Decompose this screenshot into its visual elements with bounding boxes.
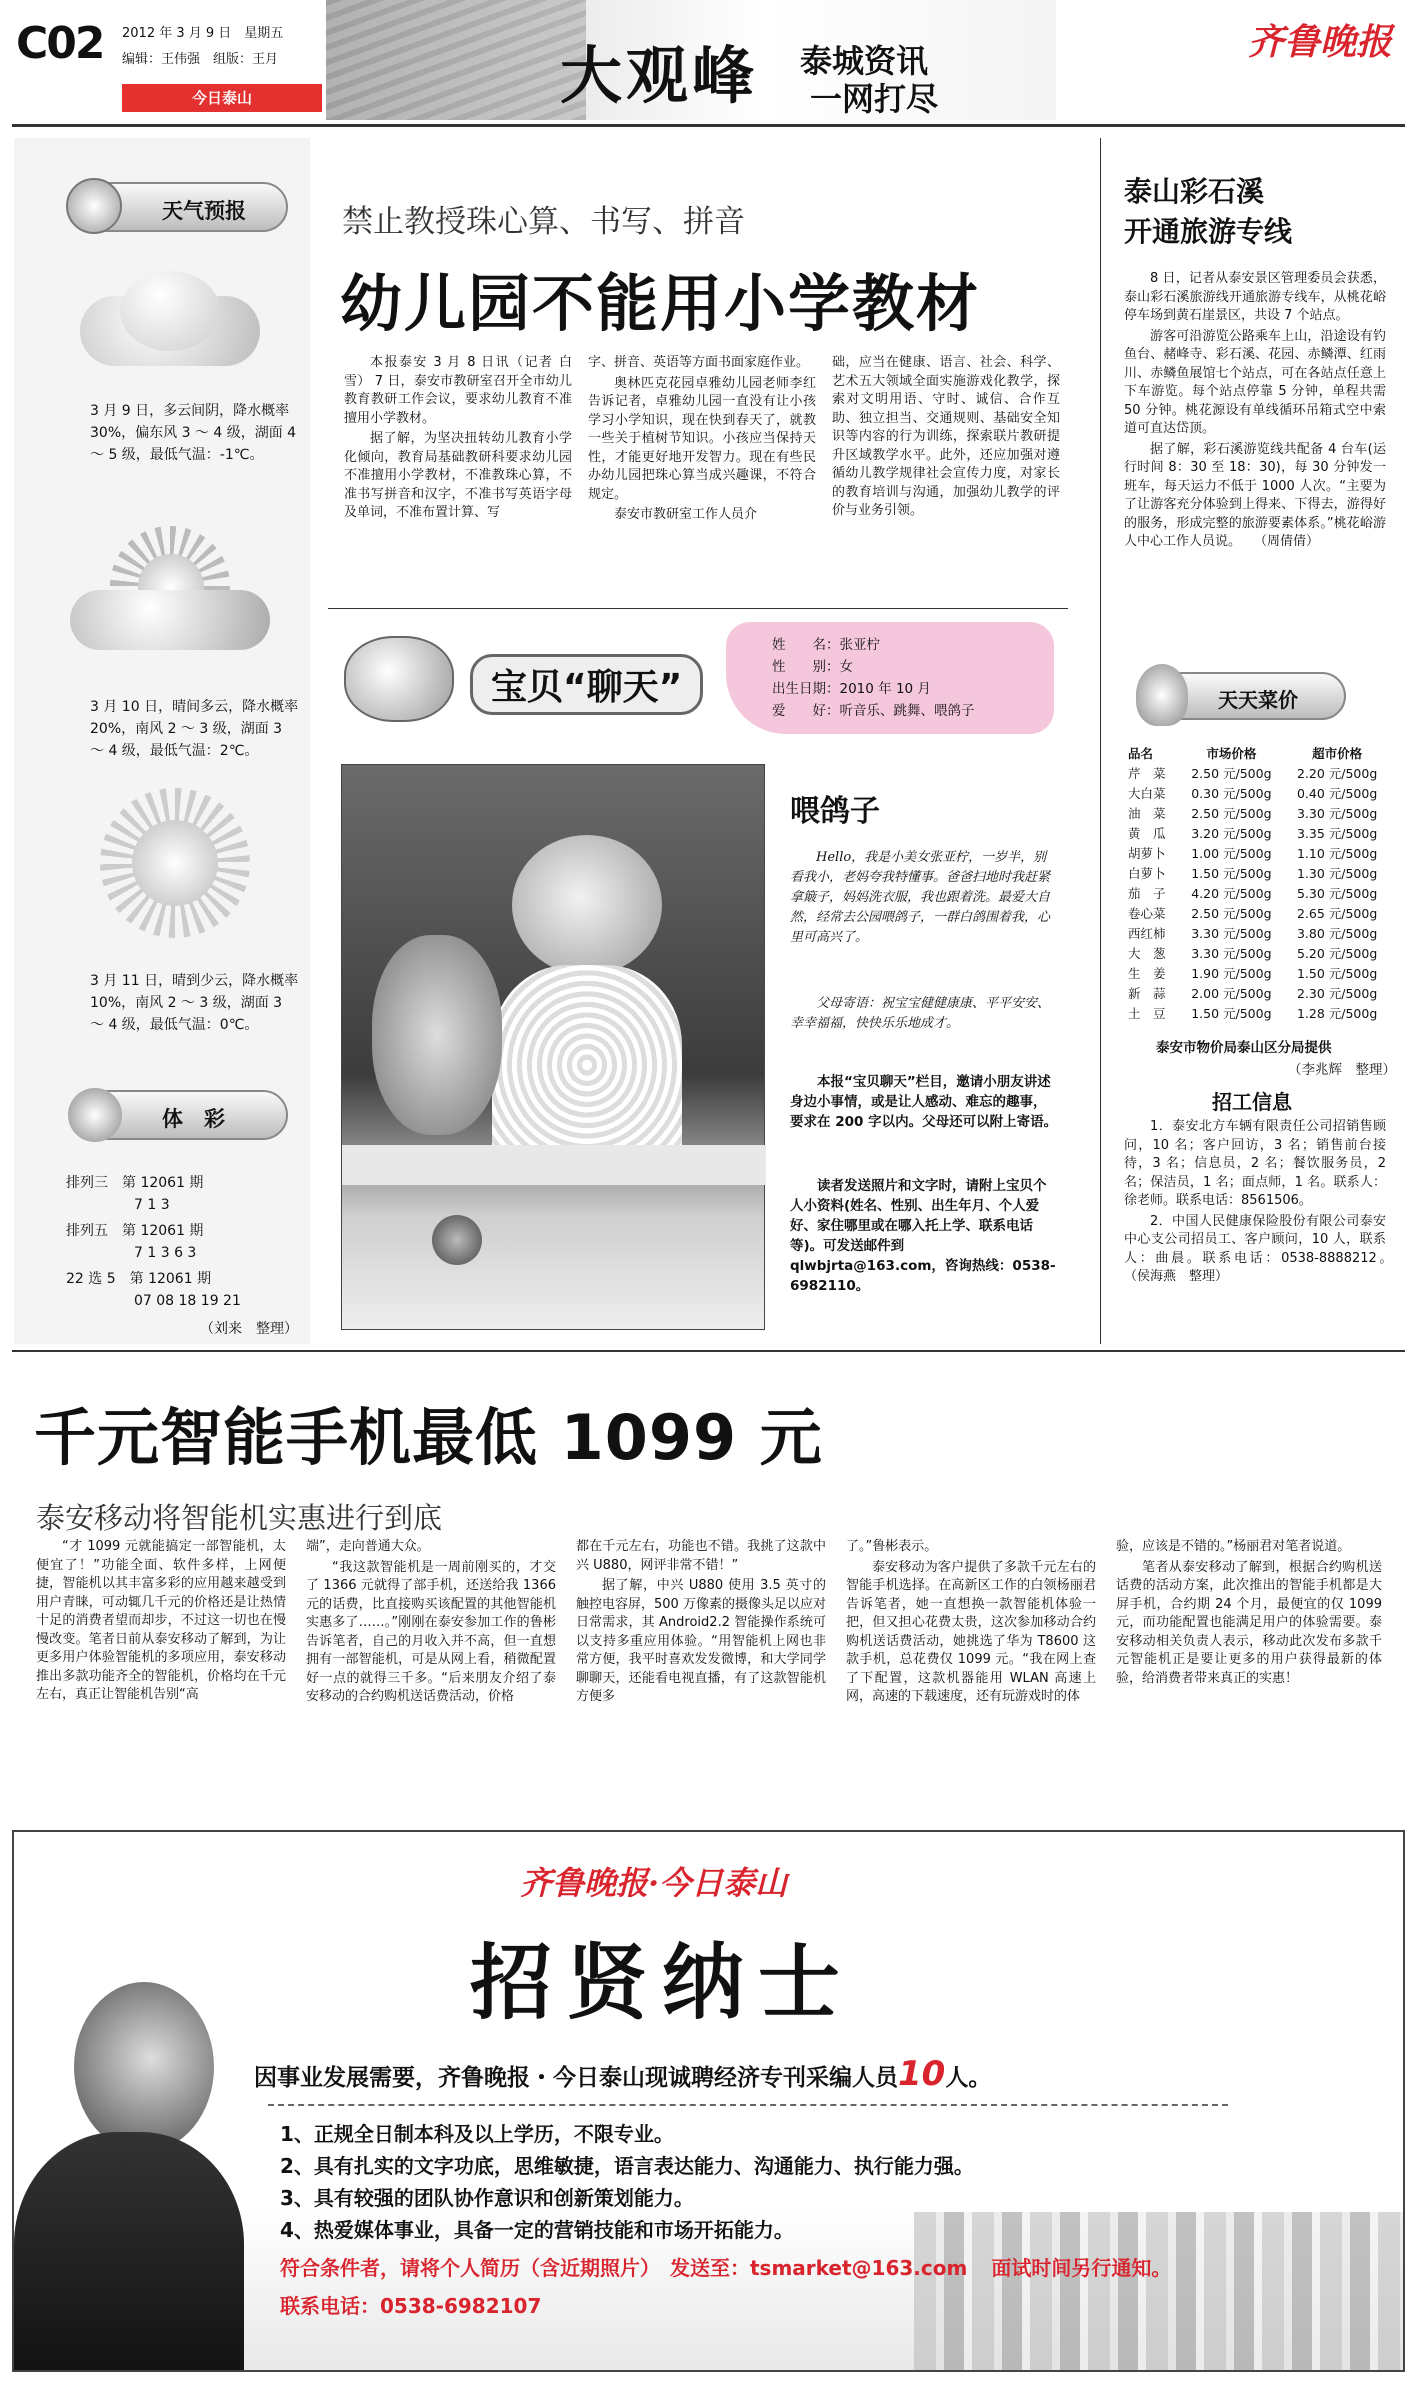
lead-paragraph: 本报泰安 3 月 8 日讯（记者 白雪） 7 日，泰安市教研室召开全市幼儿教育教研工作会议，要求幼儿教育不准擅用小学教材。 (344, 355, 572, 426)
lottery-pl3: 排列三 第 12061 期 (66, 1175, 204, 1191)
lead-paragraph: 奥林匹克花园卓雅幼儿园老师李红告诉记者，卓雅幼儿园一直没有让小孩学习小学知识，现在快到春天了，就教一些关于植树节知识。小孩应当保持天性，才能更好地开发智力。现在有些民办幼儿园把珠心算当成兴趣课，不符合规定。 (588, 375, 816, 502)
mobile-subheadline: 泰安移动将智能机实惠进行到底 (36, 1501, 443, 1535)
table-header-row (1124, 744, 1390, 764)
recruit-count: 10 (898, 2054, 946, 2094)
lottery-pl5: 排列五 第 12061 期 (66, 1223, 204, 1239)
table-row (1124, 784, 1390, 804)
cell-name: 茄 子 (1128, 886, 1166, 901)
lead-paragraph: 字、拼音、英语等方面书面家庭作业。 (588, 355, 810, 370)
baby-text: Hello，我是小美女张亚柠，一岁半，别看我小，老妈夸我特懂事。爸爸扫地时我赶紧拿簸子，妈妈洗衣服，我也跟着洗。最爱大自然，经常去公园喂鸽子，一群白鸽围着我，心里可高兴了。 (790, 850, 1051, 945)
market-title: 天天菜价 (1218, 688, 1298, 712)
cell-name: 新 蒜 (1128, 986, 1166, 1001)
requirement-item: 2、具有扎实的文字功底，思维敏捷，语言表达能力、沟通能力、执行能力强。 (280, 2154, 974, 2178)
table-row (1124, 984, 1390, 1004)
baby-birth: 出生日期：2010 年 10 月 (772, 681, 931, 697)
apple (432, 1215, 482, 1265)
lottery-badge (70, 1090, 288, 1140)
cell-name: 油 菜 (1128, 806, 1166, 821)
lead-divider (328, 608, 1068, 609)
mobile-paragraph: 笔者从泰安移动了解到，根据合约购机送话费的活动方案，此次推出的智能手机都是大屏手机，合约期 24 个月，最便宜的仅 1099 元，而功能配置也能满足用户的体验需要。泰安移动相关负责人表示，移动此次发布多款千元智能机正是要让更多的用户获得最新的体验，给消费者带来真正的实惠！ (1116, 1559, 1382, 1686)
market-badge (1136, 672, 1346, 720)
jobs-title: 招工信息 (1212, 1090, 1292, 1114)
mobile-col-4 (846, 1538, 1096, 1709)
mobile-col-2 (306, 1538, 556, 1709)
vegetable-icon (1136, 664, 1188, 726)
weather-day-2: 3 月 10 日，晴间多云，降水概率 20%，南风 2 ～ 3 级，湖面 3 ～ 4 级，最低气温：2℃。 (90, 699, 299, 759)
baby-headline: 喂鸽子 (790, 794, 880, 829)
tourism-paragraph: 游客可沿游览公路乘车上山，沿途设有钓鱼台、赭峰寺、彩石溪、花园、赤鳞潭、红雨川、赤鳞鱼展馆七个站点，可在各站点任意上下车游览。每个站点停靠 5 分钟，单程共需 50 分钟。桃花源设有单线循环吊箱式空中索道可直达岱顶。 (1124, 328, 1386, 436)
baby-profile-card (726, 622, 1054, 734)
section-tab (122, 84, 322, 112)
lead-paragraph: 泰安市教研室工作人员介 (614, 507, 758, 522)
baby-hobby: 爱 好：听音乐、跳舞、喂鸽子 (772, 703, 975, 719)
table-row (1124, 884, 1390, 904)
table-row (1124, 924, 1390, 944)
cell-name: 胡萝卜 (1128, 846, 1166, 861)
baby-figure (512, 835, 662, 975)
brand-logo: 齐鲁晚报 (1248, 21, 1393, 63)
editors: 编辑：王伟强 组版：王月 (122, 52, 279, 67)
mouse-mascot-icon (344, 636, 454, 722)
teddy-bear (372, 935, 502, 1135)
requirement-item: 4、热爱媒体事业，具备一定的营销技能和市场开拓能力。 (280, 2218, 794, 2242)
sunny-icon (80, 778, 260, 958)
banner-line-1: 泰城资讯 (800, 42, 929, 80)
table-row (1124, 944, 1390, 964)
mobile-paragraph: “才 1099 元就能搞定一部智能机，太便宜了！”功能全面、软件多样，上网便捷，智能机以其丰富多彩的应用越来越受到用户青睐，可动辄几千元的价格还是让热情十足的消费者望而却步，不过这一切也在慢慢改变。笔者日前从泰安移动了解到，为让更多用户体验智能机的多项应用，泰安移动推出多款功能齐全的智能机，价格均在千元左右，真正让智能机告别“高 (36, 1539, 286, 1702)
cell-super-price: 2.30 元/500g (1296, 986, 1378, 1001)
lead-col-2 (588, 354, 816, 527)
section-tab-label: 今日泰山 (191, 89, 252, 107)
table-row (1124, 964, 1390, 984)
baby-note-1: 本报“宝贝聊天”栏目，邀请小朋友讲述身边小事情，或是让人感动、难忘的趣事，要求在 200 字以内。父母还可以附上寄语。 (790, 1074, 1058, 1130)
cell-name: 黄 瓜 (1128, 826, 1166, 841)
table-row (1124, 804, 1390, 824)
recruit-phone: 联系电话：0538-6982107 (280, 2294, 542, 2318)
mobile-paragraph: 验，应该是不错的。”杨丽君对笔者说道。 (1116, 1539, 1351, 1554)
skyline-graphic (914, 2212, 1404, 2372)
mobile-paragraph: 端”，走向普通大众。 (306, 1539, 430, 1554)
tourism-body (1124, 270, 1386, 554)
sun-icon (66, 178, 122, 234)
page-number: C02 (16, 18, 104, 69)
mobile-paragraph: 据了解，中兴 U880 使用 3.5 英寸的触控电容屏，500 万像素的摄像头足以应对日常需求，其 Android2.2 智能操作系统可以支持多重应用体验。“用智能机上网也非常方便，我平时喜欢发发微博，和大学同学聊聊天，还能看电视直播，有了这款智能机方便多 (576, 1578, 826, 1704)
mobile-col-1 (36, 1538, 286, 1707)
table-row (1124, 904, 1390, 924)
cell-super-price: 3.35 元/500g (1296, 826, 1378, 841)
cell-super-price: 1.30 元/500g (1296, 866, 1378, 881)
cell-name: 土 豆 (1128, 1006, 1166, 1021)
baby-photo (341, 764, 765, 1330)
lottery-title: 体 彩 (162, 1107, 225, 1131)
recruit-email-link[interactable]: tsmarket@163.com (750, 2256, 968, 2280)
cell-name: 卷心菜 (1128, 906, 1166, 921)
lottery-ball-icon (68, 1088, 122, 1142)
mobile-paragraph: “我这款智能机是一周前刚买的，才交了 1366 元就得了部手机，还送给我 1366 元的话费，比直接购买该配置的其他智能机实惠多了……。”刚刚在泰安参加工作的鲁彬告诉笔者，自己的月收入并不高，但一直想拥有一部智能机，可是从网上看，稍微配置好一点的就得三千多。“后来朋友介绍了泰安移动的合约购机送话费活动，价格 (306, 1559, 556, 1704)
weather-day-1: 3 月 9 日，多云间阴，降水概率 30%，偏东风 3 ～ 4 级，湖面 4 ～ 5 级，最低气温：-1℃。 (90, 403, 297, 463)
col-header-super: 超市价格 (1312, 746, 1363, 761)
cell-super-price: 1.50 元/500g (1296, 966, 1378, 981)
left-sidebar (14, 138, 310, 1344)
recruit-intro-end: 人。 (945, 2065, 992, 2091)
lottery-pl5-numbers: 7 1 3 6 3 (134, 1245, 197, 1261)
cell-super-price: 2.20 元/500g (1296, 766, 1378, 781)
mobile-paragraph: 了。”鲁彬表示。 (846, 1539, 938, 1554)
baby-note-2: 读者发送照片和文字时，请附上宝贝个人小资料(姓名、性别、出生年月、个人爱好、家住哪里或在哪入托上学、联系电话等)。可发送邮件到 qlwbjrta@163.com，咨询热线：0538-6982110。 (790, 1178, 1056, 1294)
cell-market-price: 1.50 元/500g (1191, 1006, 1272, 1021)
recruit-intro-text: 因事业发展需要，齐鲁晚报・今日泰山现诚聘经济专刊采编人员 (254, 2065, 898, 2091)
baby-name: 姓 名：张亚柠 (772, 637, 880, 653)
recruit-dash-rule (268, 2104, 1228, 2106)
cell-market-price: 1.50 元/500g (1191, 866, 1272, 881)
mountain-silhouette (326, 0, 586, 120)
cell-name: 生 姜 (1128, 966, 1166, 981)
recruit-title: 招贤纳士 (470, 1935, 855, 2031)
table-row (1124, 764, 1390, 784)
lead-paragraph: 础，应当在健康、语言、社会、科学、艺术五大领域全面实施游戏化教学，探索对文明用语、守时、诚信、合作互助、独立担当、交通规则、基础安全知识等内容的行为训练，探索联片教研提升区域教学水平。此外，还应加强对遵循幼儿教学规律社会宣传力度，对家长的教育培训与沟通，加强幼儿教学的评价与业务引领。 (832, 355, 1060, 518)
cell-super-price: 5.20 元/500g (1296, 946, 1378, 961)
mobile-paragraph: 都在千元左右，功能也不错。我挑了这款中兴 U880，网评非常不错！” (576, 1539, 826, 1573)
baby-chat-title: 宝贝“聊天” (470, 654, 703, 715)
lottery-editor: （刘来 整理） (200, 1321, 298, 1337)
cell-super-price: 1.28 元/500g (1296, 1006, 1378, 1021)
cell-super-price: 3.80 元/500g (1296, 926, 1378, 941)
banner-title: 大观峰 (560, 39, 759, 112)
mobile-paragraph: 泰安移动为客户提供了多款千元左右的智能手机选择。在高新区工作的白领杨丽君告诉笔者，她一直想换一款智能机体验一把，但又担心花费太贵，这次参加移动合约购机送话费活动，她挑选了华为 T8600 这款手机，总花费仅 1099 元。“我在网上查了下配置，这款机器能用 WLAN 高速上网，高速的下载速度，还有玩游戏时的体 (846, 1559, 1096, 1704)
market-source: 泰安市物价局泰山区分局提供 (1156, 1040, 1332, 1056)
table-row (1124, 1004, 1390, 1024)
banner-line-2: 一网打尽 (810, 80, 939, 118)
cell-market-price: 4.20 元/500g (1191, 886, 1272, 901)
section-rule (12, 1350, 1405, 1352)
cell-market-price: 3.30 元/500g (1191, 926, 1272, 941)
cell-name: 白萝卜 (1128, 866, 1166, 881)
weather-day-3: 3 月 11 日，晴到少云，降水概率 10%，南风 2 ～ 3 级，湖面 3 ～ 4 级，最低气温：0℃。 (90, 973, 299, 1033)
cell-market-price: 1.90 元/500g (1191, 966, 1272, 981)
lead-kicker: 禁止教授珠心算、书写、拼音 (342, 204, 745, 240)
weather-title: 天气预报 (162, 199, 246, 223)
cell-market-price: 2.50 元/500g (1191, 766, 1272, 781)
bench (342, 1145, 766, 1185)
requirement-item: 3、具有较强的团队协作意识和创新策划能力。 (280, 2186, 694, 2210)
cell-name: 芹 菜 (1128, 766, 1166, 781)
recruit-send (280, 2252, 1171, 2281)
recruit-interview-note: 面试时间另行通知。 (991, 2256, 1172, 2280)
cell-market-price: 2.50 元/500g (1191, 806, 1272, 821)
lead-paragraph: 据了解，为坚决扭转幼儿教育小学化倾向，教育局基础教研科要求幼儿园不准擅用小学教材，不准教珠心算，不准书写拼音和汉字，不准书写英语字母及单词，不准布置计算、写 (344, 431, 572, 520)
page-header (0, 0, 1417, 120)
recruit-ad (12, 1830, 1405, 2372)
lottery-pl3-numbers: 7 1 3 (134, 1197, 170, 1213)
weather-badge (70, 182, 288, 232)
lottery-22x5: 22 选 5 第 12061 期 (66, 1271, 212, 1287)
lead-col-1 (344, 354, 572, 525)
tourism-paragraph: 据了解，彩石溪游览线共配备 4 台车(运行时间 8：30 至 18：30)，每 30 分钟发一班车，每天运力不低于 1000 人次。“主要为了让游客充分体验到上得来、下得去，游得好的服务，形成完整的旅游要素体系。”桃花峪游人中心工作人员说。 （周倩倩） (1124, 441, 1386, 549)
header-rule (12, 124, 1405, 127)
cell-market-price: 2.50 元/500g (1191, 906, 1272, 921)
table-row (1124, 844, 1390, 864)
baby-dress (492, 965, 682, 1165)
cell-name: 西红柿 (1128, 926, 1166, 941)
cell-super-price: 1.10 元/500g (1296, 846, 1378, 861)
market-editor: （李兆辉 整理） (1288, 1062, 1396, 1078)
jobs-body (1124, 1118, 1413, 1289)
cell-market-price: 3.30 元/500g (1191, 946, 1272, 961)
table-row (1124, 864, 1390, 884)
recruit-brand: 齐鲁晚报·今日泰山 (520, 1864, 788, 1902)
baby-gender: 性 别：女 (772, 659, 853, 675)
cell-name: 大白菜 (1128, 786, 1166, 801)
requirement-item: 1、正规全日制本科及以上学历，不限专业。 (280, 2122, 674, 2146)
cell-super-price: 0.40 元/500g (1296, 786, 1378, 801)
sunny-cloudy-icon (70, 526, 270, 656)
mobile-col-3 (576, 1538, 826, 1709)
cell-market-price: 3.20 元/500g (1191, 826, 1272, 841)
job-item: 1．泰安北方车辆有限责任公司招销售顾问，10 名；客户回访，3 名；销售前台接待，3 名；信息员，2 名；餐饮服务员，2 名；保洁员，1 名；面点师，1 名。联系人：徐老师。联系电话：8561506。 (1124, 1119, 1386, 1208)
lottery-22x5-numbers: 07 08 18 19 21 (134, 1293, 241, 1309)
issue-date: 2012 年 3 月 9 日 星期五 (122, 26, 284, 41)
cell-super-price: 3.30 元/500g (1296, 806, 1378, 821)
job-item: 2．中国人民健康保险股份有限公司泰安中心支公司招员工、客户顾问，10 人，联系人：曲晨。联系电话：0538-8888212。 （侯海燕 整理） (1124, 1213, 1413, 1284)
cell-market-price: 1.00 元/500g (1191, 846, 1272, 861)
lead-col-3 (832, 354, 1060, 523)
tourism-paragraph: 8 日，记者从泰安景区管理委员会获悉，泰山彩石溪旅游线开通旅游专线车，从桃花峪停车场到黄石崖景区，共设 7 个站点。 (1124, 271, 1386, 323)
col-header-name: 品名 (1128, 746, 1154, 761)
cell-name: 大 葱 (1128, 946, 1166, 961)
recruit-send-text: 符合条件者，请将个人简历（含近期照片） 发送至： (280, 2256, 750, 2280)
cell-super-price: 2.65 元/500g (1296, 906, 1378, 921)
column-rule (1100, 138, 1101, 1344)
woman-photo (14, 1982, 244, 2372)
mobile-headline: 千元智能手机最低 1099 元 (34, 1401, 823, 1474)
cloudy-icon (70, 266, 270, 376)
col-header-market: 市场价格 (1206, 746, 1257, 761)
baby-wish: 父母寄语：祝宝宝健健康康、平平安安、幸幸福福，快快乐乐地成才。 (790, 996, 1051, 1031)
cell-super-price: 5.30 元/500g (1296, 886, 1378, 901)
recruit-intro (254, 2054, 991, 2094)
mobile-col-5 (1116, 1538, 1382, 1690)
table-row (1124, 824, 1390, 844)
cell-market-price: 0.30 元/500g (1191, 786, 1272, 801)
cell-market-price: 2.00 元/500g (1191, 986, 1272, 1001)
tourism-headline: 泰山彩石溪 开通旅游专线 (1124, 175, 1293, 248)
baby-logo (344, 628, 704, 728)
market-price-table (1124, 744, 1390, 1024)
lead-headline: 幼儿园不能用小学教材 (340, 267, 981, 340)
